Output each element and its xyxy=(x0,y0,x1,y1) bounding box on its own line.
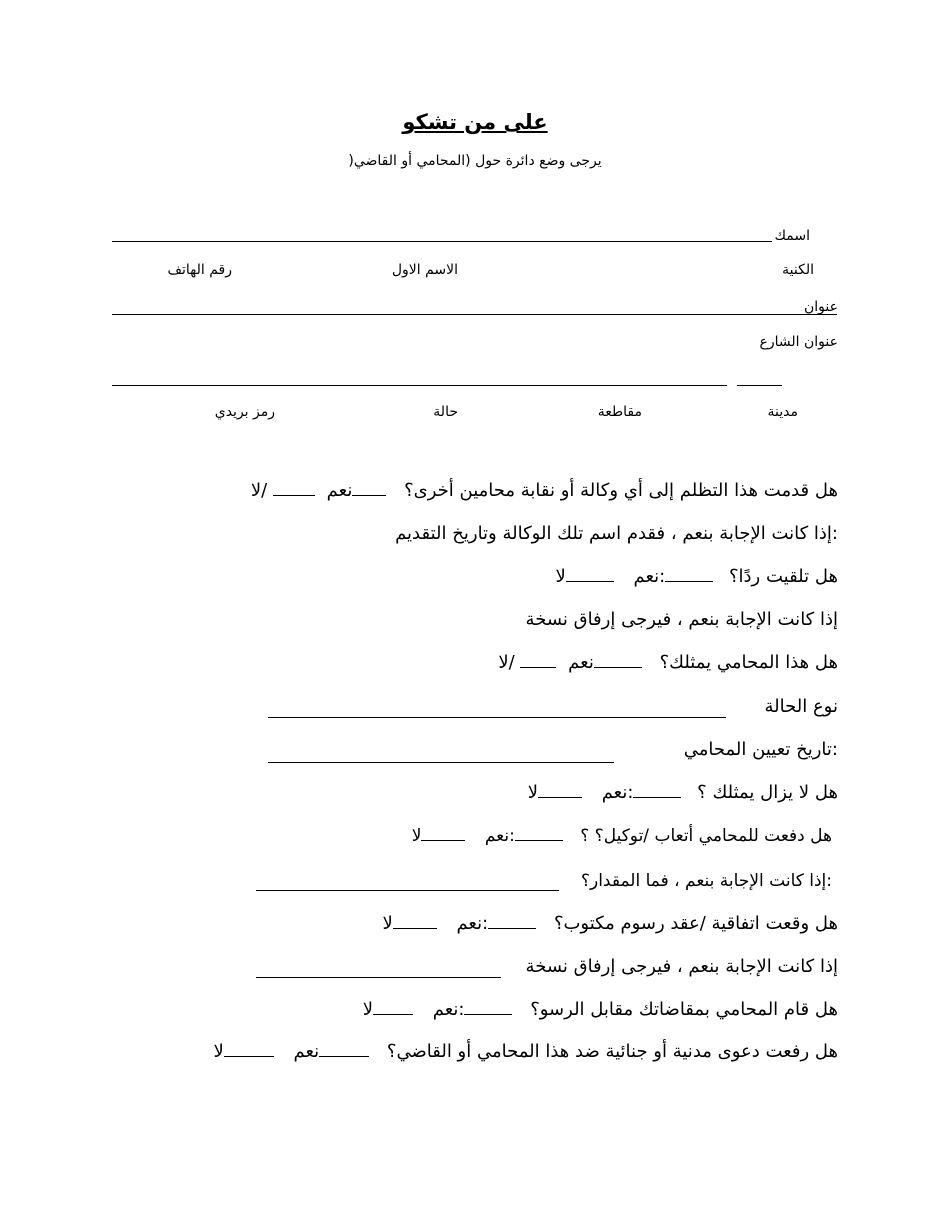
city-field-short-line[interactable] xyxy=(737,385,782,386)
case-type-field-line[interactable] xyxy=(268,717,726,718)
no-blank[interactable] xyxy=(224,1055,274,1057)
question-sued-for-fees xyxy=(363,999,838,1020)
yes-blank[interactable] xyxy=(488,927,536,929)
yes-blank[interactable] xyxy=(594,666,642,668)
yes-option[interactable]: :نعم xyxy=(601,782,634,803)
phone-label: رقم الهاتف xyxy=(167,262,232,278)
no-blank[interactable] xyxy=(373,1013,413,1015)
question-still-represents xyxy=(528,782,838,803)
question-text: هل قدمت هذا التظلم إلى أي وكالة أو نقابة محامين أخرى؟ xyxy=(404,480,838,501)
no-option[interactable]: لا xyxy=(527,782,538,803)
yes-blank[interactable] xyxy=(665,580,713,582)
question-text: هل لا يزال يمثلك ؟ xyxy=(697,782,838,803)
question-other-agency xyxy=(251,480,838,501)
yes-option[interactable]: نعم xyxy=(568,652,594,673)
address-field-line[interactable] xyxy=(112,314,837,315)
agency-followup: :إذا كانت الإجابة بنعم ، فقدم اسم تلك الوكالة وتاريخ التقديم xyxy=(395,523,838,544)
yes-option[interactable]: :نعم xyxy=(484,826,515,846)
name-field-line[interactable] xyxy=(112,241,772,242)
yes-option[interactable]: :نعم xyxy=(432,999,465,1020)
no-option[interactable]: لا xyxy=(213,1041,224,1062)
first-name-label: الاسم الاول xyxy=(391,262,458,278)
question-received-reply xyxy=(556,566,839,587)
no-blank[interactable] xyxy=(538,796,582,798)
question-text: هل هذا المحامي يمثلك؟ xyxy=(659,652,838,673)
question-text: هل تلقيت ردًا؟ xyxy=(728,566,838,587)
district-label: مقاطعة xyxy=(597,404,642,420)
case-type-label: نوع الحالة xyxy=(764,696,838,717)
yes-blank[interactable] xyxy=(515,839,563,841)
no-option[interactable]: /لا xyxy=(498,652,515,673)
no-option[interactable]: لا xyxy=(382,913,393,934)
reply-followup: إذا كانت الإجابة بنعم ، فيرجى إرفاق نسخة xyxy=(525,609,838,630)
question-paid-fees xyxy=(412,826,832,846)
no-blank[interactable] xyxy=(273,494,315,496)
no-blank[interactable] xyxy=(520,666,556,668)
state-label: حالة xyxy=(433,404,458,420)
no-option[interactable]: لا xyxy=(411,826,422,846)
yes-option[interactable]: نعم xyxy=(293,1041,320,1062)
question-signed-agreement xyxy=(382,913,838,934)
page-title: على من تشكو xyxy=(402,110,548,134)
question-text: هل رفعت دعوى مدنية أو جنائية ضد هذا المحامي أو القاضي؟ xyxy=(386,1041,838,1062)
yes-blank[interactable] xyxy=(319,1055,369,1057)
yes-option[interactable]: :نعم xyxy=(456,913,489,934)
question-text: هل قام المحامي بمقاضاتك مقابل الرسو؟ xyxy=(530,999,838,1020)
city-state-field-line[interactable] xyxy=(112,385,727,386)
street-label: عنوان الشارع xyxy=(759,334,838,350)
zip-label: رمز بريدي xyxy=(214,404,275,420)
agreement-copy-field-line[interactable] xyxy=(256,977,501,978)
question-text: هل وقعت اتفاقية /عقد رسوم مكتوب؟ xyxy=(553,913,838,934)
no-option[interactable]: لا xyxy=(555,566,566,587)
no-blank[interactable] xyxy=(421,839,465,841)
question-filed-lawsuit xyxy=(214,1041,839,1062)
no-blank[interactable] xyxy=(393,927,437,929)
yes-blank[interactable] xyxy=(464,1013,512,1015)
yes-option[interactable]: :نعم xyxy=(633,566,666,587)
yes-option[interactable]: نعم xyxy=(326,480,353,501)
question-represents-you xyxy=(498,652,838,673)
surname-label: الكنية xyxy=(782,262,814,278)
agreement-followup: إذا كانت الإجابة بنعم ، فيرجى إرفاق نسخة xyxy=(525,956,838,977)
no-blank[interactable] xyxy=(566,580,614,582)
appointment-date-label: :تاريخ تعيين المحامي xyxy=(683,739,838,760)
yes-blank[interactable] xyxy=(633,796,681,798)
name-label: اسمك xyxy=(774,228,810,244)
question-text: هل دفعت للمحامي أتعاب /توكيل؟ ؟ xyxy=(580,826,832,846)
page-subtitle: )يرجى وضع دائرة حول (المحامي أو القاضي xyxy=(348,153,602,169)
no-option[interactable]: /لا xyxy=(250,480,268,501)
address-label: عنوان xyxy=(804,299,838,315)
amount-field-line[interactable] xyxy=(256,890,559,891)
no-option[interactable]: لا xyxy=(362,999,373,1020)
appointment-date-field-line[interactable] xyxy=(268,762,614,763)
yes-blank[interactable] xyxy=(352,494,386,496)
city-label: مدينة xyxy=(767,404,798,420)
amount-label: :إذا كانت الإجابة بنعم ، فما المقدار؟ xyxy=(580,871,832,891)
